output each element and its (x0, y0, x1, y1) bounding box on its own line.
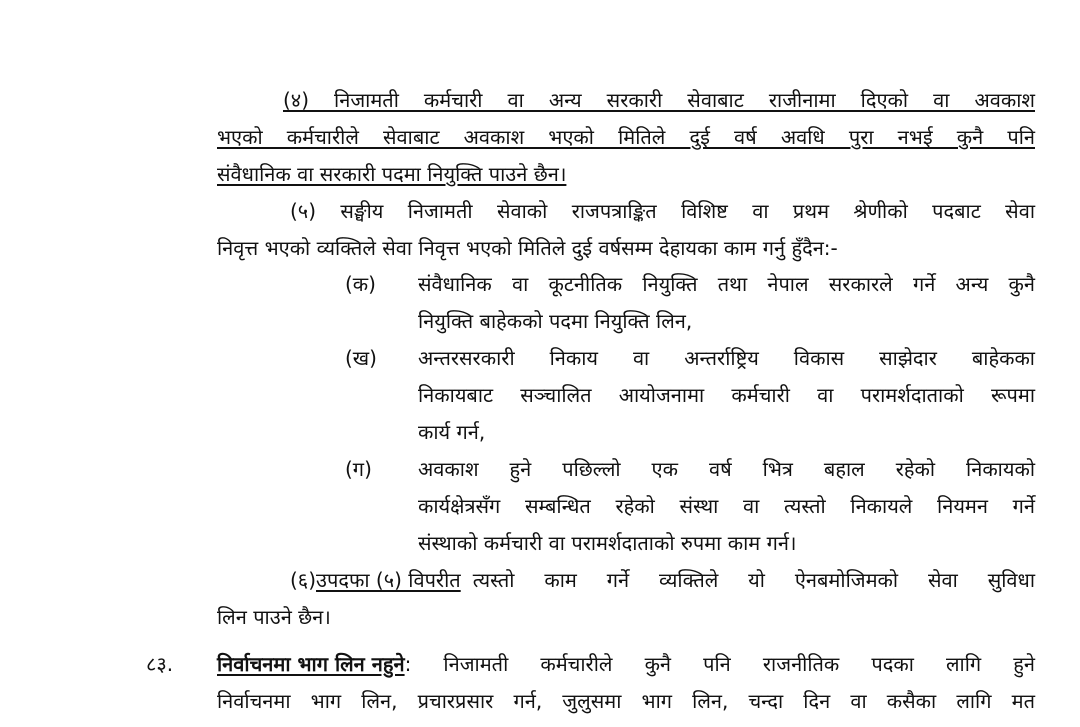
section-83-text: : निजामती कर्मचारीले कुनै पनि राजनीतिक पदका लागि हुने (404, 652, 1035, 676)
clause-6-number: (६) (290, 568, 317, 592)
clause-6-reference: उपदफा (५) विपरीत (316, 568, 461, 592)
item-ga-label: (ग) (345, 457, 372, 481)
clause-4-line-2: भएको कर्मचारीले सेवाबाट अवकाश भएको मितिले दुई वर्ष अवधि पुरा नभई कुनै पनि (217, 125, 1035, 149)
section-83-line-2: निर्वाचनमा भाग लिन, प्रचारप्रसार गर्न, जुलुसमा भाग लिन, चन्दा दिन वा कसैका लागि मत (217, 689, 1035, 713)
clause-6-line-1 (290, 566, 1035, 594)
item-ga-line-3: संस्थाको कर्मचारी वा परामर्शदाताको रुपमा काम गर्न। (418, 531, 797, 555)
item-ka-label: (क) (345, 272, 376, 296)
item-ga-line-1: अवकाश हुने पछिल्लो एक वर्ष भित्र बहाल रहेको निकायको (418, 457, 1035, 481)
item-ga-line-2: कार्यक्षेत्रसँग सम्बन्धित रहेको संस्था वा त्यस्तो निकायले नियमन गर्ने (418, 494, 1035, 518)
item-ka-line-2: नियुक्ति बाहेकको पदमा नियुक्ति लिन, (418, 309, 693, 333)
item-kha-line-2: निकायबाट सञ्चालित आयोजनामा कर्मचारी वा परामर्शदाताको रूपमा (418, 383, 1035, 407)
item-kha-line-1: अन्तरसरकारी निकाय वा अन्तर्राष्ट्रिय विकास साझेदार बाहेकका (418, 346, 1035, 370)
clause-4-line-1: (४) निजामती कर्मचारी वा अन्य सरकारी सेवाबाट राजीनामा दिएको वा अवकाश (283, 88, 1035, 112)
item-kha-line-3: कार्य गर्न, (418, 420, 486, 444)
section-83-line-1 (217, 650, 1035, 678)
clause-4-line-3: संवैधानिक वा सरकारी पदमा नियुक्ति पाउने छैन। (217, 162, 567, 186)
section-83-heading: निर्वाचनमा भाग लिन नहुने (217, 652, 405, 676)
clause-5-line-1: (५) सङ्घीय निजामती सेवाको राजपत्राङ्कित विशिष्ट वा प्रथम श्रेणीको पदबाट सेवा (290, 199, 1035, 223)
clause-5-line-2: निवृत्त भएको व्यक्तिले सेवा निवृत्त भएको मितिले दुई वर्षसम्म देहायका काम गर्नु हुँदैन:- (217, 236, 838, 260)
clause-6-line-2: लिन पाउने छैन। (217, 605, 331, 629)
clause-6-text: त्यस्तो काम गर्ने व्यक्तिले यो ऐनबमोजिमको सेवा सुविधा (472, 568, 1035, 592)
section-83-number: ८३. (146, 652, 174, 676)
item-kha-label: (ख) (345, 346, 377, 370)
item-ka-line-1: संवैधानिक वा कूटनीतिक नियुक्ति तथा नेपाल सरकारले गर्ने अन्य कुनै (418, 272, 1035, 296)
